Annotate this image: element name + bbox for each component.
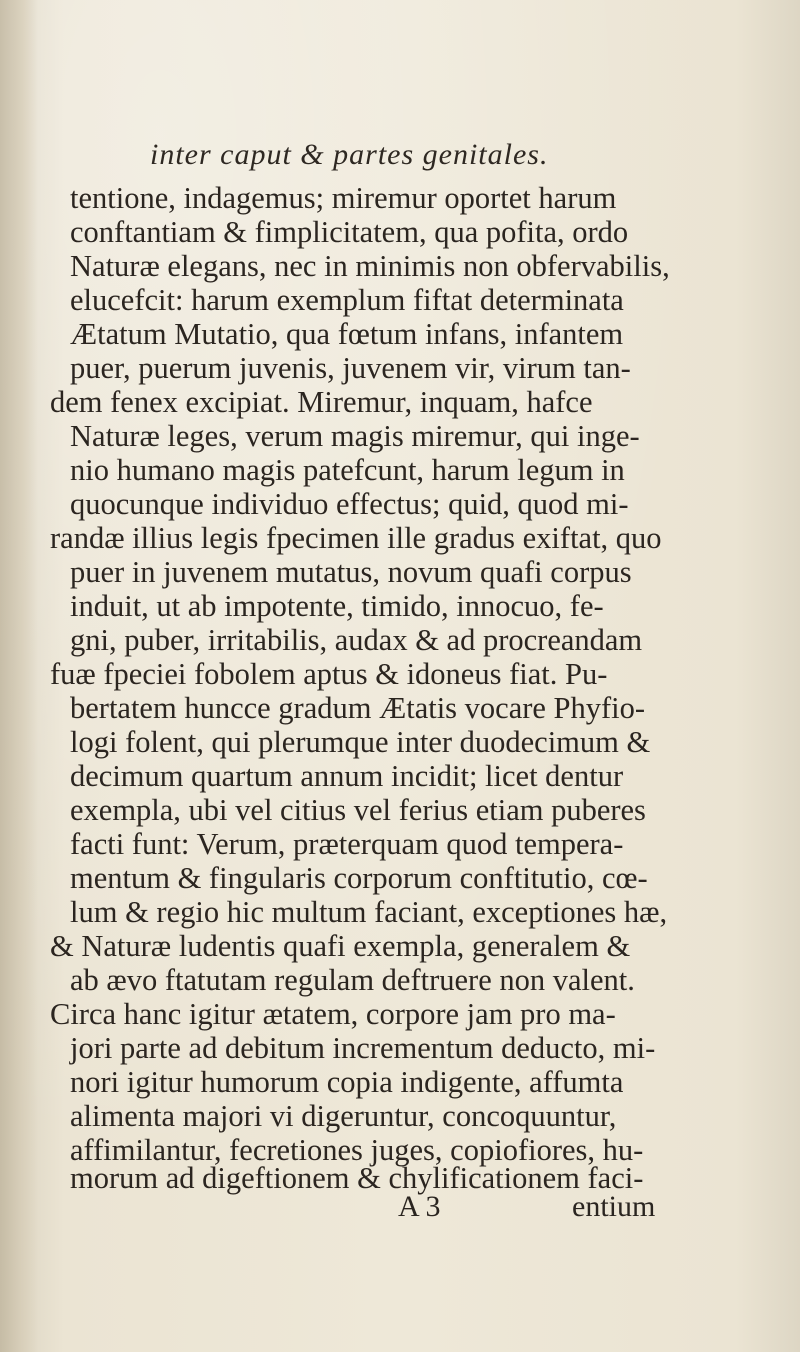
catchword: entium — [572, 1190, 656, 1223]
text-line: randæ illius legis fpecimen ille gradus exiftat, quo — [50, 521, 662, 555]
text-line: jori parte ad debitum incrementum deducto, mi- — [70, 1031, 656, 1065]
text-line: puer, puerum juvenis, juvenem vir, virum tan- — [70, 351, 631, 385]
running-head: inter caput & partes genitales. — [150, 138, 549, 171]
text-line: fuæ fpeciei fobolem aptus & idoneus fiat. Pu- — [50, 657, 608, 691]
page-gutter-shadow — [0, 0, 38, 1352]
text-line: induit, ut ab impotente, timido, innocuo, fe- — [70, 589, 604, 623]
text-line: ab ævo ftatutam regulam deftruere non valent. — [70, 963, 635, 997]
text-line: puer in juvenem mutatus, novum quafi corpus — [70, 555, 632, 589]
signature-mark: A 3 — [398, 1190, 441, 1223]
text-line: nio humano magis patefcunt, harum legum in — [70, 453, 625, 487]
text-line: Ætatum Mutatio, qua fœtum infans, infantem — [70, 317, 624, 351]
text-line: tentione, indagemus; miremur oportet harum — [70, 181, 617, 215]
text-line: decimum quartum annum incidit; licet dentur — [70, 759, 624, 793]
text-line: mentum & fingularis corporum conftitutio, cœ- — [70, 861, 648, 895]
text-line: dem fenex excipiat. Miremur, inquam, hafce — [50, 385, 593, 419]
text-line: logi folent, qui plerumque inter duodecimum & — [70, 725, 651, 759]
text-line: Naturæ elegans, nec in minimis non obfervabilis, — [70, 249, 670, 283]
text-line: facti funt: Verum, præterquam quod tempera- — [70, 827, 624, 861]
text-line: Circa hanc igitur ætatem, corpore jam pro ma- — [50, 997, 616, 1031]
text-line: Naturæ leges, verum magis miremur, qui inge- — [70, 419, 640, 453]
text-line: gni, puber, irritabilis, audax & ad procreandam — [70, 623, 643, 657]
text-line: exempla, ubi vel citius vel ferius etiam puberes — [70, 793, 646, 827]
text-line: nori igitur humorum copia indigente, affumta — [70, 1065, 624, 1099]
text-line: affimilantur, fecretiones juges, copiofiores, hu- — [70, 1133, 644, 1167]
text-line: bertatem huncce gradum Ætatis vocare Phyfio- — [70, 691, 646, 725]
text-line: elucefcit: harum exemplum fiftat determinata — [70, 283, 624, 317]
text-line: lum & regio hic multum faciant, exceptiones hæ, — [70, 895, 668, 929]
text-line: & Naturæ ludentis quafi exempla, generalem & — [50, 929, 631, 963]
text-line: conftantiam & fimplicitatem, qua pofita, ordo — [70, 215, 629, 249]
text-line: quocunque individuo effectus; quid, quod mi- — [70, 487, 629, 521]
text-line: alimenta majori vi digeruntur, concoquuntur, — [70, 1099, 617, 1133]
text-line: morum ad digeftionem & chylificationem faci- — [70, 1161, 644, 1195]
